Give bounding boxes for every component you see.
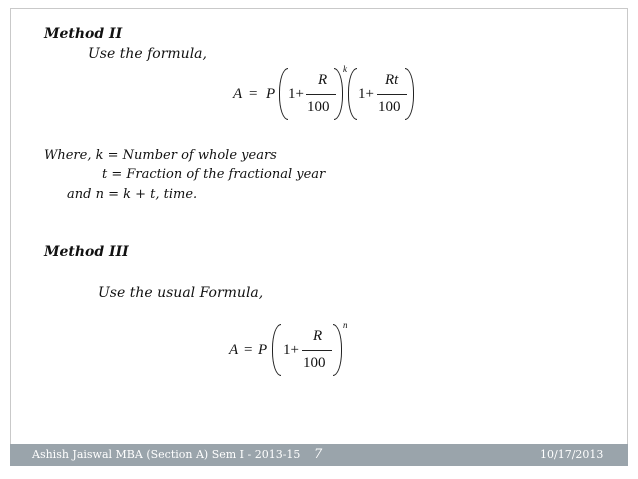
exponent-n: n: [343, 320, 348, 330]
formula-principal: P: [266, 86, 276, 102]
footer-author: Ashish Jaiswal MBA (Section A) Sem I - 2013-15: [32, 448, 301, 461]
fraction-denominator: 100: [378, 99, 401, 115]
method2-heading: Method II: [44, 26, 123, 42]
page-number: 7: [314, 447, 323, 462]
formula-lhs: A: [233, 86, 243, 102]
fraction-bar: [302, 350, 332, 351]
fraction-numerator: R: [318, 72, 328, 88]
formula-principal: P: [258, 342, 268, 358]
formula-equals: =: [249, 86, 258, 102]
formula-one-plus: 1+: [283, 342, 299, 358]
formula-lhs: A: [229, 342, 239, 358]
where-line-1: Where, k = Number of whole years: [44, 148, 277, 163]
fraction-numerator: Rt: [385, 72, 399, 88]
method3-intro: Use the usual Formula,: [98, 285, 264, 301]
formula-one-plus: 1+: [288, 86, 304, 102]
where-line-2: t = Fraction of the fractional year: [102, 167, 326, 182]
fraction-numerator: R: [313, 328, 323, 344]
where-line-3: and n = k + t, time.: [67, 187, 198, 202]
fraction-denominator: 100: [303, 355, 326, 371]
method3-heading: Method III: [44, 244, 129, 260]
footer-date: 10/17/2013: [540, 448, 604, 461]
left-paren: [272, 324, 281, 376]
footer-bar: [10, 444, 628, 466]
formula-one-plus: 1+: [358, 86, 374, 102]
method2-intro: Use the formula,: [88, 46, 207, 62]
formula-equals: =: [244, 342, 253, 358]
fraction-denominator: 100: [307, 99, 330, 115]
exponent-k: k: [343, 64, 347, 74]
right-paren: [333, 324, 342, 376]
